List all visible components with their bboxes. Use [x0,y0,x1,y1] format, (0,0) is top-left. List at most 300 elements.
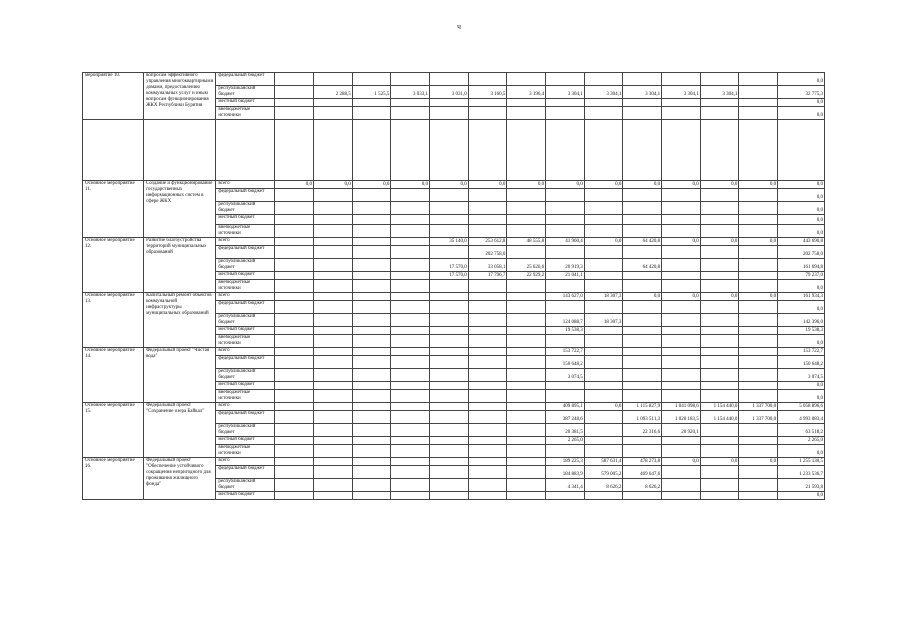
year-value [739,492,778,500]
year-value [468,99,507,107]
year-value [275,335,314,348]
year-value [352,238,391,246]
funding-source: местный бюджет [216,382,275,390]
year-value [430,73,469,86]
row-total: 150 648,2 [778,356,825,369]
year-value [430,301,469,314]
year-value [507,73,546,86]
year-value [314,382,353,390]
year-value [468,458,507,466]
year-value [468,335,507,348]
year-value [275,189,314,202]
year-value [507,335,546,348]
year-value [700,189,739,202]
year-value [546,246,585,259]
year-value [275,403,314,411]
funding-source: республиканский бюджет [216,369,275,382]
year-value [662,445,701,458]
year-value [739,356,778,369]
year-value [662,259,701,272]
funding-source: всего [216,403,275,411]
year-value [430,492,469,500]
row-total: 142 396,0 [778,314,825,327]
year-value [507,466,546,479]
year-value [430,189,469,202]
year-value [584,445,623,458]
year-value: 64 420,8 [623,259,662,272]
funding-source: республиканский бюджет [216,202,275,215]
measure-description: Федеральный проект "Обеспечение устойчивого сокращения непригодного для проживания жилищного фонда" [144,458,216,500]
year-value [739,259,778,272]
year-value: 0,0 [662,238,701,246]
year-value: 1 154 440,0 [700,411,739,424]
year-value: 20 920,1 [662,424,701,437]
year-value [468,225,507,238]
year-value [352,356,391,369]
year-value [584,437,623,445]
year-value [391,437,430,445]
year-value: 587 631,4 [584,458,623,466]
year-value: 2 265,0 [546,437,585,445]
year-value: 0,0 [275,181,314,189]
year-value: 150 648,2 [546,356,585,369]
year-value [352,293,391,301]
year-value [546,99,585,107]
year-value [430,348,469,356]
year-value [430,382,469,390]
year-value [507,424,546,437]
year-value [739,73,778,86]
year-value [739,437,778,445]
year-value [314,492,353,500]
row-total: 202 758,0 [778,246,825,259]
year-value [468,73,507,86]
year-value [507,293,546,301]
year-value [739,382,778,390]
year-value [468,411,507,424]
year-value [739,86,778,99]
year-value [275,86,314,99]
measure-name: Основное мероприятие 12. [83,238,144,293]
funding-source: республиканский бюджет [216,479,275,492]
year-value [275,348,314,356]
year-value: 0,0 [739,238,778,246]
year-value [507,327,546,335]
funding-source: местный бюджет [216,99,275,107]
year-value [314,327,353,335]
empty-cell [275,120,314,181]
year-value: 4 341,4 [546,479,585,492]
year-value: 0,0 [700,458,739,466]
year-value: 1 154 440,0 [700,403,739,411]
year-value: 189 225,3 [546,458,585,466]
year-value: 0,0 [662,458,701,466]
year-value [391,382,430,390]
year-value [352,437,391,445]
year-value [623,202,662,215]
year-value [662,390,701,403]
year-value [430,327,469,335]
measure-description: Федеральный проект "Чистая вода" [144,348,216,403]
year-value [739,280,778,293]
year-value [468,382,507,390]
year-value [275,301,314,314]
year-value [700,335,739,348]
empty-cell [700,120,739,181]
year-value [662,356,701,369]
funding-source: федеральный бюджет [216,466,275,479]
empty-cell [314,120,353,181]
table-row [83,73,825,86]
year-value: 0,0 [739,181,778,189]
year-value [700,272,739,280]
year-value [468,348,507,356]
year-value [468,424,507,437]
year-value [623,73,662,86]
year-value [623,272,662,280]
year-value [352,445,391,458]
year-value [662,335,701,348]
year-value [507,99,546,107]
funding-source: федеральный бюджет [216,73,275,86]
year-value: 1 020 183,5 [662,411,701,424]
row-total: 0,0 [778,492,825,500]
year-value [352,382,391,390]
funding-source: местный бюджет [216,492,275,500]
year-value: 1 337 700,0 [739,411,778,424]
year-value [507,301,546,314]
year-value: 19 538,3 [546,327,585,335]
year-value [391,348,430,356]
row-total: 0,0 [778,445,825,458]
year-value [584,99,623,107]
year-value [275,445,314,458]
year-value [662,437,701,445]
year-value [584,369,623,382]
year-value: 21 041,1 [546,272,585,280]
year-value [275,466,314,479]
year-value [662,466,701,479]
funding-source: республиканский бюджет [216,259,275,272]
year-value [391,492,430,500]
year-value [430,458,469,466]
year-value [391,259,430,272]
year-value [391,356,430,369]
year-value [275,479,314,492]
year-value [275,437,314,445]
year-value [662,73,701,86]
year-value [700,73,739,86]
year-value [468,107,507,120]
measure-description: Федеральный проект "Сохранение озера Байкал" [144,403,216,458]
year-value: 25 626,6 [507,259,546,272]
year-value [275,107,314,120]
year-value [314,369,353,382]
year-value [314,348,353,356]
year-value [623,314,662,327]
row-total: 0,0 [778,390,825,403]
year-value: 22 929,2 [507,272,546,280]
year-value [314,107,353,120]
year-value [391,301,430,314]
year-value [314,301,353,314]
year-value [275,492,314,500]
year-value [391,293,430,301]
year-value [352,403,391,411]
year-value [468,280,507,293]
year-value: 0,0 [352,181,391,189]
empty-cell [216,120,275,181]
year-value: 33 058,1 [468,259,507,272]
year-value [739,424,778,437]
measure-description: Развитие благоустройства территорий муниципальных образований [144,238,216,293]
year-value: 64 420,8 [623,238,662,246]
year-value [662,327,701,335]
year-value [430,99,469,107]
year-value [314,403,353,411]
year-value [391,466,430,479]
funding-source: республиканский бюджет [216,86,275,99]
year-value: 0,0 [391,181,430,189]
year-value [546,301,585,314]
year-value [584,189,623,202]
year-value [352,246,391,259]
year-value [391,280,430,293]
year-value [546,492,585,500]
year-value: 409 895,1 [546,403,585,411]
row-total: 0,0 [778,225,825,238]
year-value [739,246,778,259]
row-total: 0,0 [778,202,825,215]
year-value [584,424,623,437]
year-value [507,390,546,403]
year-value: 41 960,4 [546,238,585,246]
funding-source: местный бюджет [216,437,275,445]
year-value [352,411,391,424]
year-value: 0,0 [700,293,739,301]
year-value [546,390,585,403]
year-value [623,99,662,107]
year-value: 1 525,5 [352,86,391,99]
year-value [700,424,739,437]
table-row [83,238,825,246]
row-total: 19 538,3 [778,327,825,335]
year-value [391,445,430,458]
year-value [391,403,430,411]
year-value [700,327,739,335]
year-value [700,202,739,215]
year-value [391,246,430,259]
year-value [662,99,701,107]
year-value [275,99,314,107]
year-value [391,272,430,280]
table-row [83,348,825,356]
year-value: 478 273,8 [623,458,662,466]
year-value: 22 316,6 [623,424,662,437]
row-total: 0,0 [778,189,825,202]
year-value [623,246,662,259]
empty-cell [584,120,623,181]
year-value [662,215,701,225]
year-value [700,348,739,356]
table-row [83,181,825,189]
year-value [430,335,469,348]
row-total: 4 993 083,4 [778,411,825,424]
year-value [584,492,623,500]
year-value [507,202,546,215]
year-value [662,225,701,238]
year-value [391,458,430,466]
year-value [391,479,430,492]
row-total: 3 074,5 [778,369,825,382]
year-value [507,403,546,411]
year-value [623,215,662,225]
year-value [546,189,585,202]
year-value [275,424,314,437]
year-value [275,73,314,86]
year-value [352,348,391,356]
year-value [352,369,391,382]
year-value [662,272,701,280]
measure-description: Создание и функционирование государственных информационных систем в сфере ЖКХ [144,181,216,238]
year-value [507,280,546,293]
year-value [314,238,353,246]
year-value [584,73,623,86]
year-value [468,369,507,382]
year-value [700,246,739,259]
year-value [584,272,623,280]
row-total: 0,0 [778,215,825,225]
year-value [352,335,391,348]
year-value [507,369,546,382]
year-value [314,189,353,202]
budget-table [82,72,825,500]
year-value [662,246,701,259]
year-value [352,327,391,335]
row-total: 161 694,8 [778,259,825,272]
year-value [275,225,314,238]
year-value: 3 074,5 [546,369,585,382]
year-value [391,238,430,246]
year-value [468,437,507,445]
year-value [662,382,701,390]
row-total: 5 058 896,6 [778,403,825,411]
empty-cell [468,120,507,181]
empty-cell [430,120,469,181]
year-value [314,356,353,369]
year-value [584,246,623,259]
year-value [507,411,546,424]
table-row [83,458,825,466]
year-value [739,466,778,479]
year-value: 20 381,5 [546,424,585,437]
year-value: 0,0 [623,181,662,189]
year-value: 18 307,3 [584,293,623,301]
year-value [662,348,701,356]
row-total: 0,0 [778,181,825,189]
year-value [700,280,739,293]
year-value: 0,0 [739,293,778,301]
year-value [739,390,778,403]
year-value [430,225,469,238]
year-value [430,356,469,369]
year-value [623,445,662,458]
year-value [352,225,391,238]
year-value [275,458,314,466]
year-value [275,215,314,225]
measure-name: Основное мероприятие 11. [83,181,144,238]
year-value [739,107,778,120]
year-value [352,259,391,272]
year-value [275,369,314,382]
year-value [391,73,430,86]
year-value [314,99,353,107]
funding-source: республиканский бюджет [216,424,275,437]
year-value [623,301,662,314]
year-value [275,238,314,246]
year-value: 35 140,0 [430,238,469,246]
year-value [430,107,469,120]
year-value [623,107,662,120]
funding-source: всего [216,238,275,246]
year-value [623,348,662,356]
year-value [700,356,739,369]
year-value [507,382,546,390]
year-value [468,492,507,500]
year-value: 0,0 [700,181,739,189]
year-value: 0,0 [584,238,623,246]
year-value: 0,0 [739,458,778,466]
year-value [468,215,507,225]
year-value: 48 555,8 [507,238,546,246]
year-value: 17 796,7 [468,272,507,280]
year-value [700,314,739,327]
year-value [584,327,623,335]
year-value [468,445,507,458]
year-value [739,202,778,215]
year-value [700,99,739,107]
year-value [662,107,701,120]
year-value [314,314,353,327]
year-value [584,390,623,403]
year-value [623,369,662,382]
year-value [430,445,469,458]
year-value [739,189,778,202]
year-value [662,280,701,293]
year-value [623,382,662,390]
funding-source: федеральный бюджет [216,246,275,259]
year-value [314,458,353,466]
year-value [468,479,507,492]
row-total: 32 775,3 [778,86,825,99]
year-value [700,479,739,492]
year-value [546,202,585,215]
row-total: 0,0 [778,99,825,107]
year-value [700,225,739,238]
year-value [700,107,739,120]
year-value [507,479,546,492]
year-value [507,437,546,445]
year-value [314,246,353,259]
year-value [314,424,353,437]
year-value [275,272,314,280]
year-value [623,189,662,202]
year-value [584,215,623,225]
year-value [352,280,391,293]
year-value [623,280,662,293]
row-total: 0,0 [778,107,825,120]
year-value [275,390,314,403]
